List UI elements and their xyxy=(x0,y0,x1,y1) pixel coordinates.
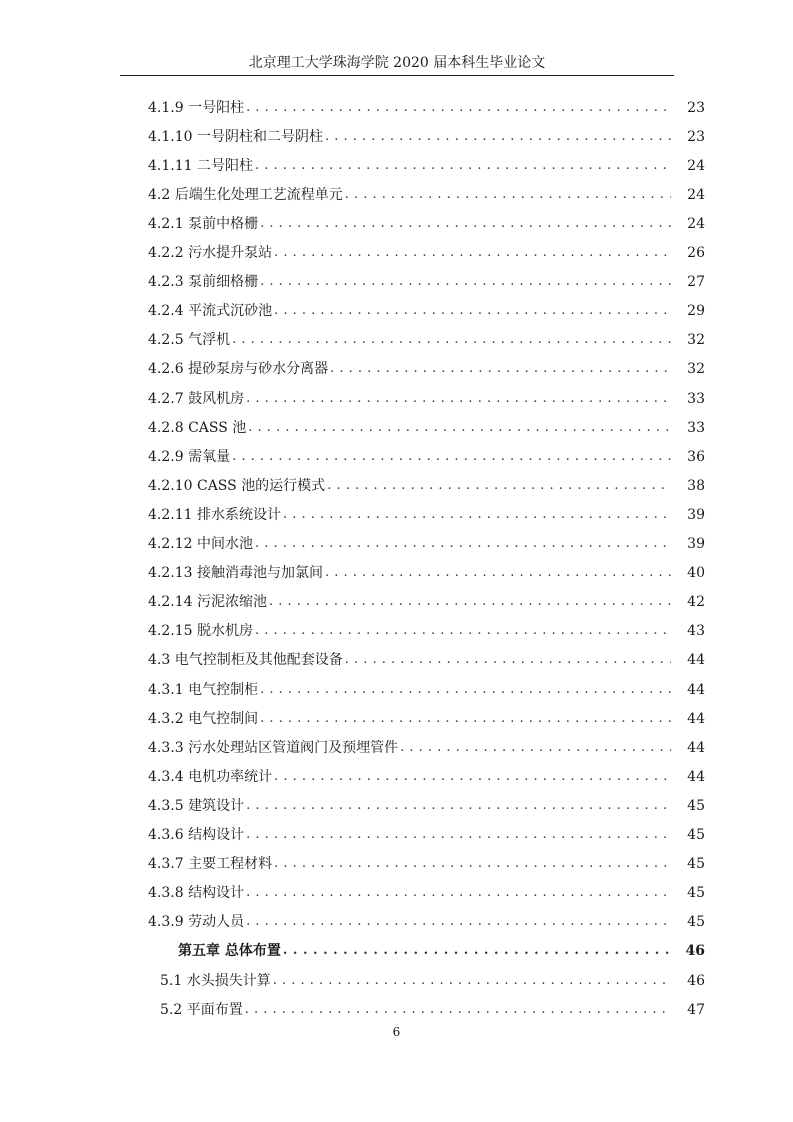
toc-dot-leader xyxy=(260,214,671,234)
toc-dot-leader xyxy=(232,447,671,467)
toc-entry-title: 4.3.5 建筑设计 xyxy=(148,797,245,814)
toc-dot-leader xyxy=(327,476,671,496)
toc-entry-page-number: 45 xyxy=(687,856,705,873)
toc-entry[interactable] xyxy=(148,850,705,879)
toc-dot-leader xyxy=(330,359,671,379)
toc-dot-leader xyxy=(400,738,671,758)
toc-dot-leader xyxy=(260,272,671,292)
toc-entry[interactable] xyxy=(160,966,705,995)
toc-entry-page-number: 38 xyxy=(687,477,705,494)
toc-entry[interactable] xyxy=(148,908,705,937)
toc-entry[interactable] xyxy=(148,180,705,209)
toc-entry-page-number: 40 xyxy=(687,565,705,582)
toc-entry[interactable] xyxy=(148,384,705,413)
toc-dot-leader xyxy=(248,418,671,438)
page-header: 北京理工大学珠海学院 2020 届本科生毕业论文 xyxy=(248,55,546,71)
toc-entry-page-number: 32 xyxy=(687,361,705,378)
toc-entry-title: 5.1 水头损失计算 xyxy=(160,972,271,989)
toc-entry-page-number: 45 xyxy=(687,827,705,843)
toc-entry-page-number: 23 xyxy=(687,128,705,145)
toc-entry-page-number: 46 xyxy=(685,943,705,960)
toc-entry-title: 4.2.3 泵前细格栅 xyxy=(148,274,259,291)
toc-entry-title: 4.2.13 接触消毒池与加氯间 xyxy=(148,565,323,582)
toc-entry-title: 4.2.7 鼓风机房 xyxy=(148,390,245,407)
toc-entry-page-number: 45 xyxy=(687,885,705,902)
toc-dot-leader xyxy=(273,971,671,991)
toc-entry[interactable] xyxy=(148,93,705,122)
toc-dot-leader xyxy=(325,127,671,147)
toc-entry-page-number: 39 xyxy=(687,506,705,523)
toc-entry-title: 4.3 电气控制柜及其他配套设备 xyxy=(148,652,343,669)
toc-dot-leader xyxy=(245,1000,671,1020)
toc-entry[interactable] xyxy=(148,122,705,151)
toc-dot-leader xyxy=(345,650,671,670)
toc-entry-title: 4.3.3 污水处理站区管道阀门及预埋管件 xyxy=(148,739,399,756)
toc-entry[interactable] xyxy=(178,937,705,966)
toc-entry-title: 5.2 平面布置 xyxy=(160,1001,243,1018)
toc-entry-page-number: 36 xyxy=(687,448,705,465)
toc-entry-page-number: 39 xyxy=(687,536,705,552)
toc-entry-page-number: 33 xyxy=(687,390,705,407)
toc-entry-page-number: 45 xyxy=(687,914,705,931)
toc-entry[interactable] xyxy=(148,791,705,820)
toc-entry-title: 4.2 后端生化处理工艺流程单元 xyxy=(148,186,343,203)
toc-entry-title: 4.3.9 劳动人员 xyxy=(148,914,245,931)
toc-dot-leader xyxy=(274,243,671,263)
toc-entry[interactable] xyxy=(148,821,705,850)
toc-entry[interactable] xyxy=(160,995,705,1024)
toc-entry-title: 4.2.8 CASS 池 xyxy=(148,419,247,436)
header-rule xyxy=(120,75,674,76)
toc-dot-leader xyxy=(260,680,671,700)
toc-dot-leader xyxy=(274,767,671,787)
toc-dot-leader xyxy=(246,883,671,903)
toc-entry-title: 第五章 总体布置 xyxy=(178,943,281,960)
toc-entry-page-number: 29 xyxy=(687,303,705,320)
toc-dot-leader xyxy=(232,330,671,350)
toc-dot-leader xyxy=(345,185,671,205)
toc-dot-leader xyxy=(260,709,671,729)
toc-entry-page-number: 33 xyxy=(687,419,705,436)
toc-entry-page-number: 24 xyxy=(687,186,705,203)
toc-entry-page-number: 44 xyxy=(687,768,705,785)
toc-entry-page-number: 42 xyxy=(687,594,705,611)
toc-dot-leader xyxy=(246,825,671,845)
toc-dot-leader xyxy=(274,301,671,321)
toc-entry-page-number: 24 xyxy=(687,157,705,174)
toc-entry[interactable] xyxy=(148,239,705,268)
toc-entry[interactable] xyxy=(148,762,705,791)
toc-entry-page-number: 44 xyxy=(687,739,705,756)
toc-entry-title: 4.2.5 气浮机 xyxy=(148,332,231,349)
toc-entry-title: 4.2.10 CASS 池的运行模式 xyxy=(148,477,326,494)
toc-dot-leader xyxy=(325,563,671,583)
toc-dot-leader xyxy=(246,796,671,816)
toc-entry-title: 4.1.10 一号阴柱和二号阴柱 xyxy=(148,128,323,145)
toc-entry[interactable] xyxy=(148,879,705,908)
toc-entry[interactable] xyxy=(148,151,705,180)
toc-entry[interactable] xyxy=(148,530,705,559)
toc-entry-page-number: 44 xyxy=(687,652,705,669)
toc-entry-title: 4.2.14 污泥浓缩池 xyxy=(148,594,267,611)
toc-entry-title: 4.2.11 排水系统设计 xyxy=(148,506,281,523)
toc-entry-title: 4.2.4 平流式沉砂池 xyxy=(148,303,273,320)
toc-entry-title: 4.3.2 电气控制间 xyxy=(148,710,259,727)
toc-entry-page-number: 23 xyxy=(687,99,705,116)
toc-entry-page-number: 26 xyxy=(687,245,705,261)
toc-entry[interactable] xyxy=(148,733,705,762)
toc-entry-page-number: 46 xyxy=(687,972,705,989)
toc-entry[interactable] xyxy=(148,209,705,238)
toc-dot-leader xyxy=(283,941,671,961)
toc-entry-title: 4.2.9 需氧量 xyxy=(148,448,231,465)
page-number: 6 xyxy=(392,1025,401,1039)
toc-entry[interactable] xyxy=(148,617,705,646)
toc-dot-leader xyxy=(269,592,671,612)
toc-entry[interactable] xyxy=(148,413,705,442)
toc-entry-page-number: 44 xyxy=(687,710,705,727)
toc-entry-title: 4.2.6 提砂泵房与砂水分离器 xyxy=(148,361,329,378)
toc-entry[interactable] xyxy=(148,268,705,297)
toc-entry[interactable] xyxy=(148,646,705,675)
toc-entry-page-number: 43 xyxy=(687,623,705,640)
toc-entry-title: 4.2.1 泵前中格栅 xyxy=(148,215,259,232)
toc-entry-page-number: 27 xyxy=(687,274,705,291)
toc-entry[interactable] xyxy=(148,355,705,384)
toc-entry-title: 4.3.4 电机功率统计 xyxy=(148,768,273,785)
toc-dot-leader xyxy=(255,534,671,554)
toc-dot-leader xyxy=(274,854,671,874)
toc-entry-title: 4.3.8 结构设计 xyxy=(148,885,245,902)
toc-dot-leader xyxy=(255,621,671,641)
toc-entry-page-number: 32 xyxy=(687,332,705,349)
toc-entry[interactable] xyxy=(148,559,705,588)
toc-entry-page-number: 45 xyxy=(687,797,705,814)
toc-entry[interactable] xyxy=(148,297,705,326)
toc-entry-title: 4.2.2 污水提升泵站 xyxy=(148,245,273,261)
toc-entry-page-number: 44 xyxy=(687,681,705,698)
toc-dot-leader xyxy=(255,156,671,176)
toc-entry-title: 4.3.7 主要工程材料 xyxy=(148,856,273,873)
toc-entry-title: 4.3.6 结构设计 xyxy=(148,827,245,843)
toc-dot-leader xyxy=(246,98,671,118)
toc-entry-title: 4.2.15 脱水机房 xyxy=(148,623,253,640)
toc-entry-page-number: 47 xyxy=(687,1001,705,1018)
toc-dot-leader xyxy=(246,389,671,409)
toc-entry[interactable] xyxy=(148,442,705,471)
toc-entry[interactable] xyxy=(148,588,705,617)
toc-entry[interactable] xyxy=(148,500,705,529)
toc-entry-title: 4.1.9 一号阳柱 xyxy=(148,99,245,116)
toc-dot-leader xyxy=(283,505,671,525)
toc-dot-leader xyxy=(246,912,671,932)
toc-entry-page-number: 24 xyxy=(687,215,705,232)
toc-entry[interactable] xyxy=(148,471,705,500)
toc-entry-title: 4.1.11 二号阳柱 xyxy=(148,157,253,174)
toc-entry[interactable] xyxy=(148,675,705,704)
toc-entry[interactable] xyxy=(148,704,705,733)
toc-entry-title: 4.3.1 电气控制柜 xyxy=(148,681,259,698)
toc-entry[interactable] xyxy=(148,326,705,355)
toc-entry-title: 4.2.12 中间水池 xyxy=(148,536,253,552)
